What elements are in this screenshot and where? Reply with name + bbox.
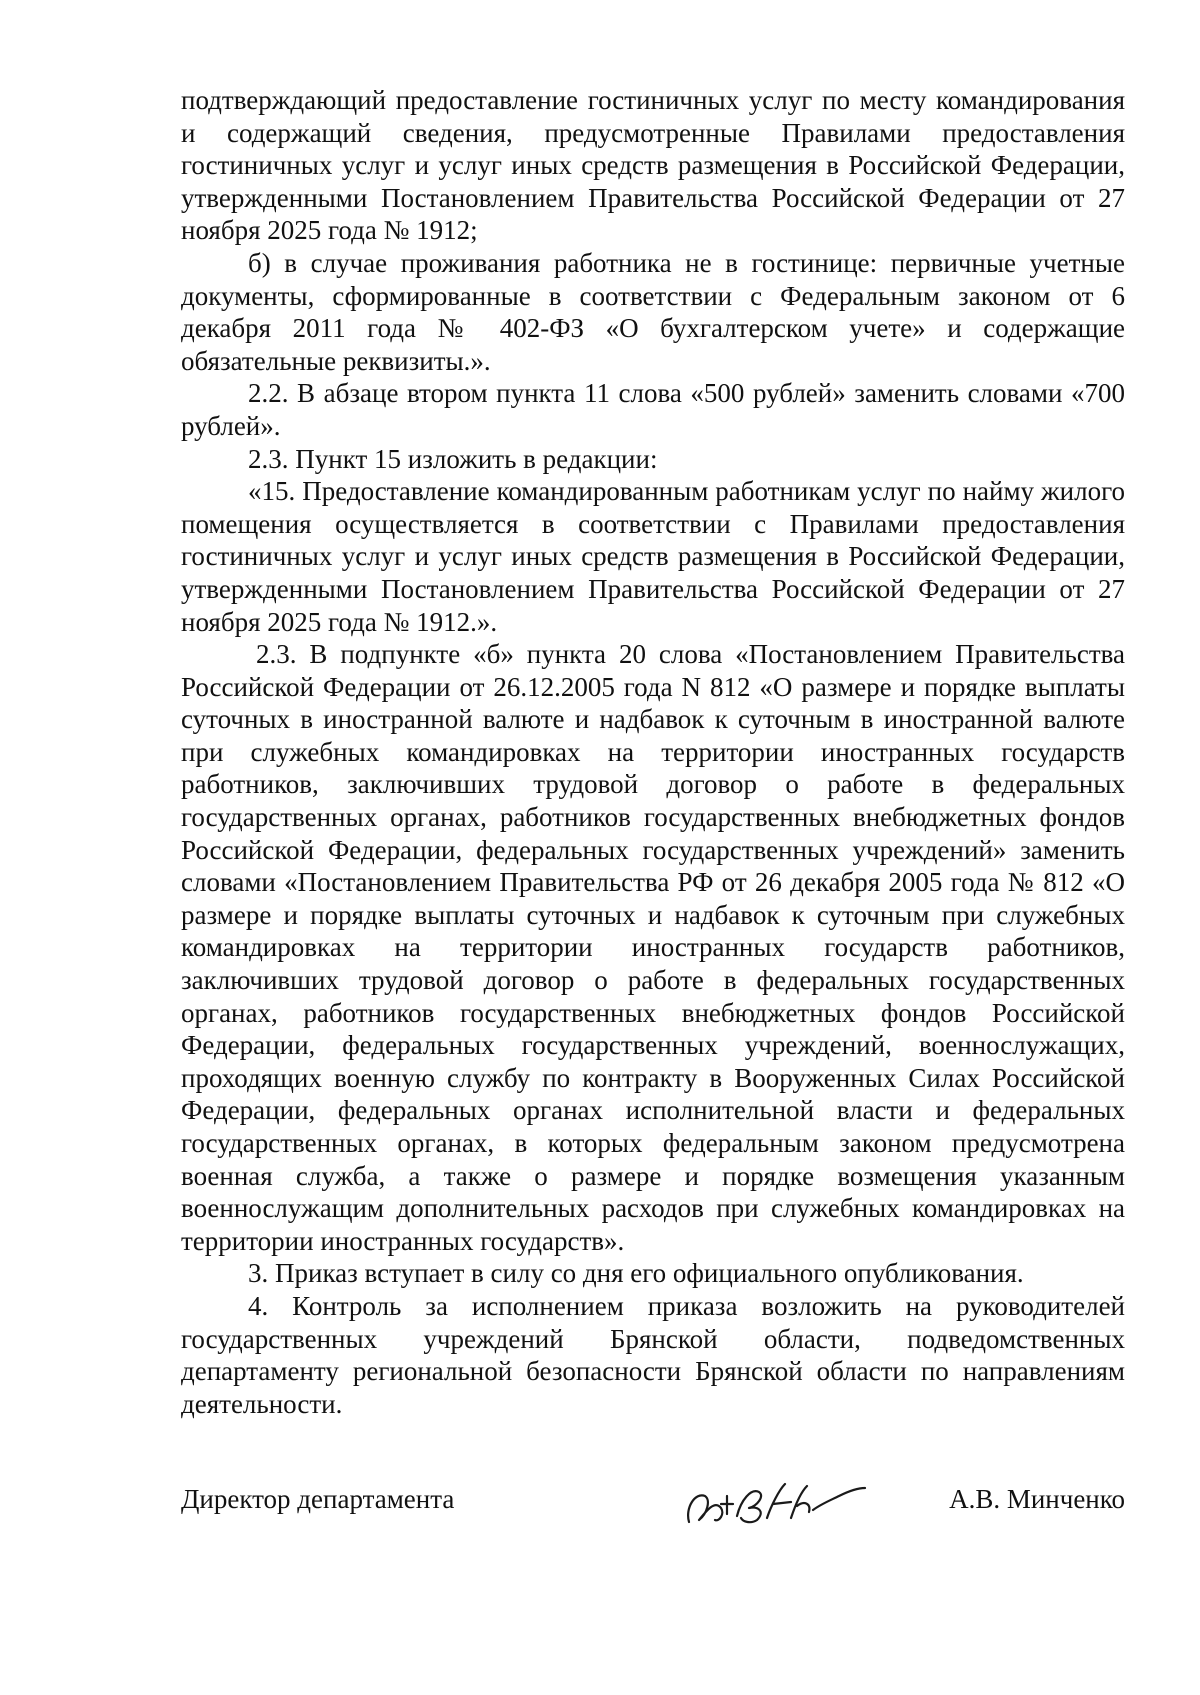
paragraph-hotel-document: подтверждающий предоставление гостиничных услуг по месту командирования и содержащий сведения, предусмотренные Правилами предоставления гостиничных услуг и услуг иных средств размещения в Российской Федерации, утвержденными Постановлением Правительства Российской Федерации от 27 ноября 2025 года № 1912; <box>181 85 1125 246</box>
paragraph-2-3-subpoint: 2.3. В подпункте «б» пункта 20 слова «Постановлением Правительства Российской Федерации от 26.12.2005 года N 812 «О размере и порядке выплаты суточных в иностранной валюте и надбавок к суточным в иностранной валюте при служебных командировках на территории иностранных государств работников, заключивших трудовой договор о работе в федеральных государственных органах, работников государственных внебюджетных фондов Российской Федерации, федеральных государственных учреждений» заменить словами «Постановлением Правительства РФ от 26 декабря 2005 года № 812 «О размере и порядке выплаты суточных и надбавок к суточным при служебных командировках на территории иностранных государств работников, заключивших трудовой договор о работе в федеральных государственных органах, работников государственных внебюджетных фондов Российской Федерации, федеральных государственных учреждений, военнослужащих, проходящих военную службу по контракту в Вооруженных Силах Российской Федерации, федеральных органах исполнительной власти и федеральных государственных органах, в которых федеральным законом предусмотрена военная служба, а также о размере и порядке возмещения указанным военнослужащим дополнительных расходов при служебных командировках на территории иностранных государств». <box>181 639 1125 1256</box>
paragraph-2-3-heading: 2.3. Пункт 15 изложить в редакции: <box>248 443 658 474</box>
signatory-name: А.В. Минченко <box>949 1484 1125 1514</box>
handwritten-signature <box>681 1470 871 1540</box>
paragraph-2-2: 2.2. В абзаце втором пункта 11 слова «500 рублей» заменить словами «700 рублей». <box>181 378 1125 441</box>
paragraph-3: 3. Приказ вступает в силу со дня его официального опубликования. <box>248 1258 1024 1289</box>
document-body <box>181 84 1125 1420</box>
signatory-title: Директор департамента <box>181 1484 455 1514</box>
signature-block <box>181 1470 1125 1540</box>
paragraph-4: 4. Контроль за исполнением приказа возложить на руководителей государственных учреждений Брянской области, подведомственных департаменту региональной безопасности Брянской области по направлениям деятельности. <box>181 1290 1125 1419</box>
paragraph-point-15: «15. Предоставление командированным работникам услуг по найму жилого помещения осуществляется в соответствии с Правилами предоставления гостиничных услуг и услуг иных средств размещения в Российской Федерации, утвержденными Постановлением Правительства Российской Федерации от 27 ноября 2025 года № 1912.». <box>181 476 1125 637</box>
paragraph-primary-documents: б) в случае проживания работника не в гостинице: первичные учетные документы, сформированные в соответствии с Федеральным законом от 6 декабря 2011 года № 402-ФЗ «О бухгалтерском учете» и содержащие обязательные реквизиты.». <box>181 247 1125 376</box>
